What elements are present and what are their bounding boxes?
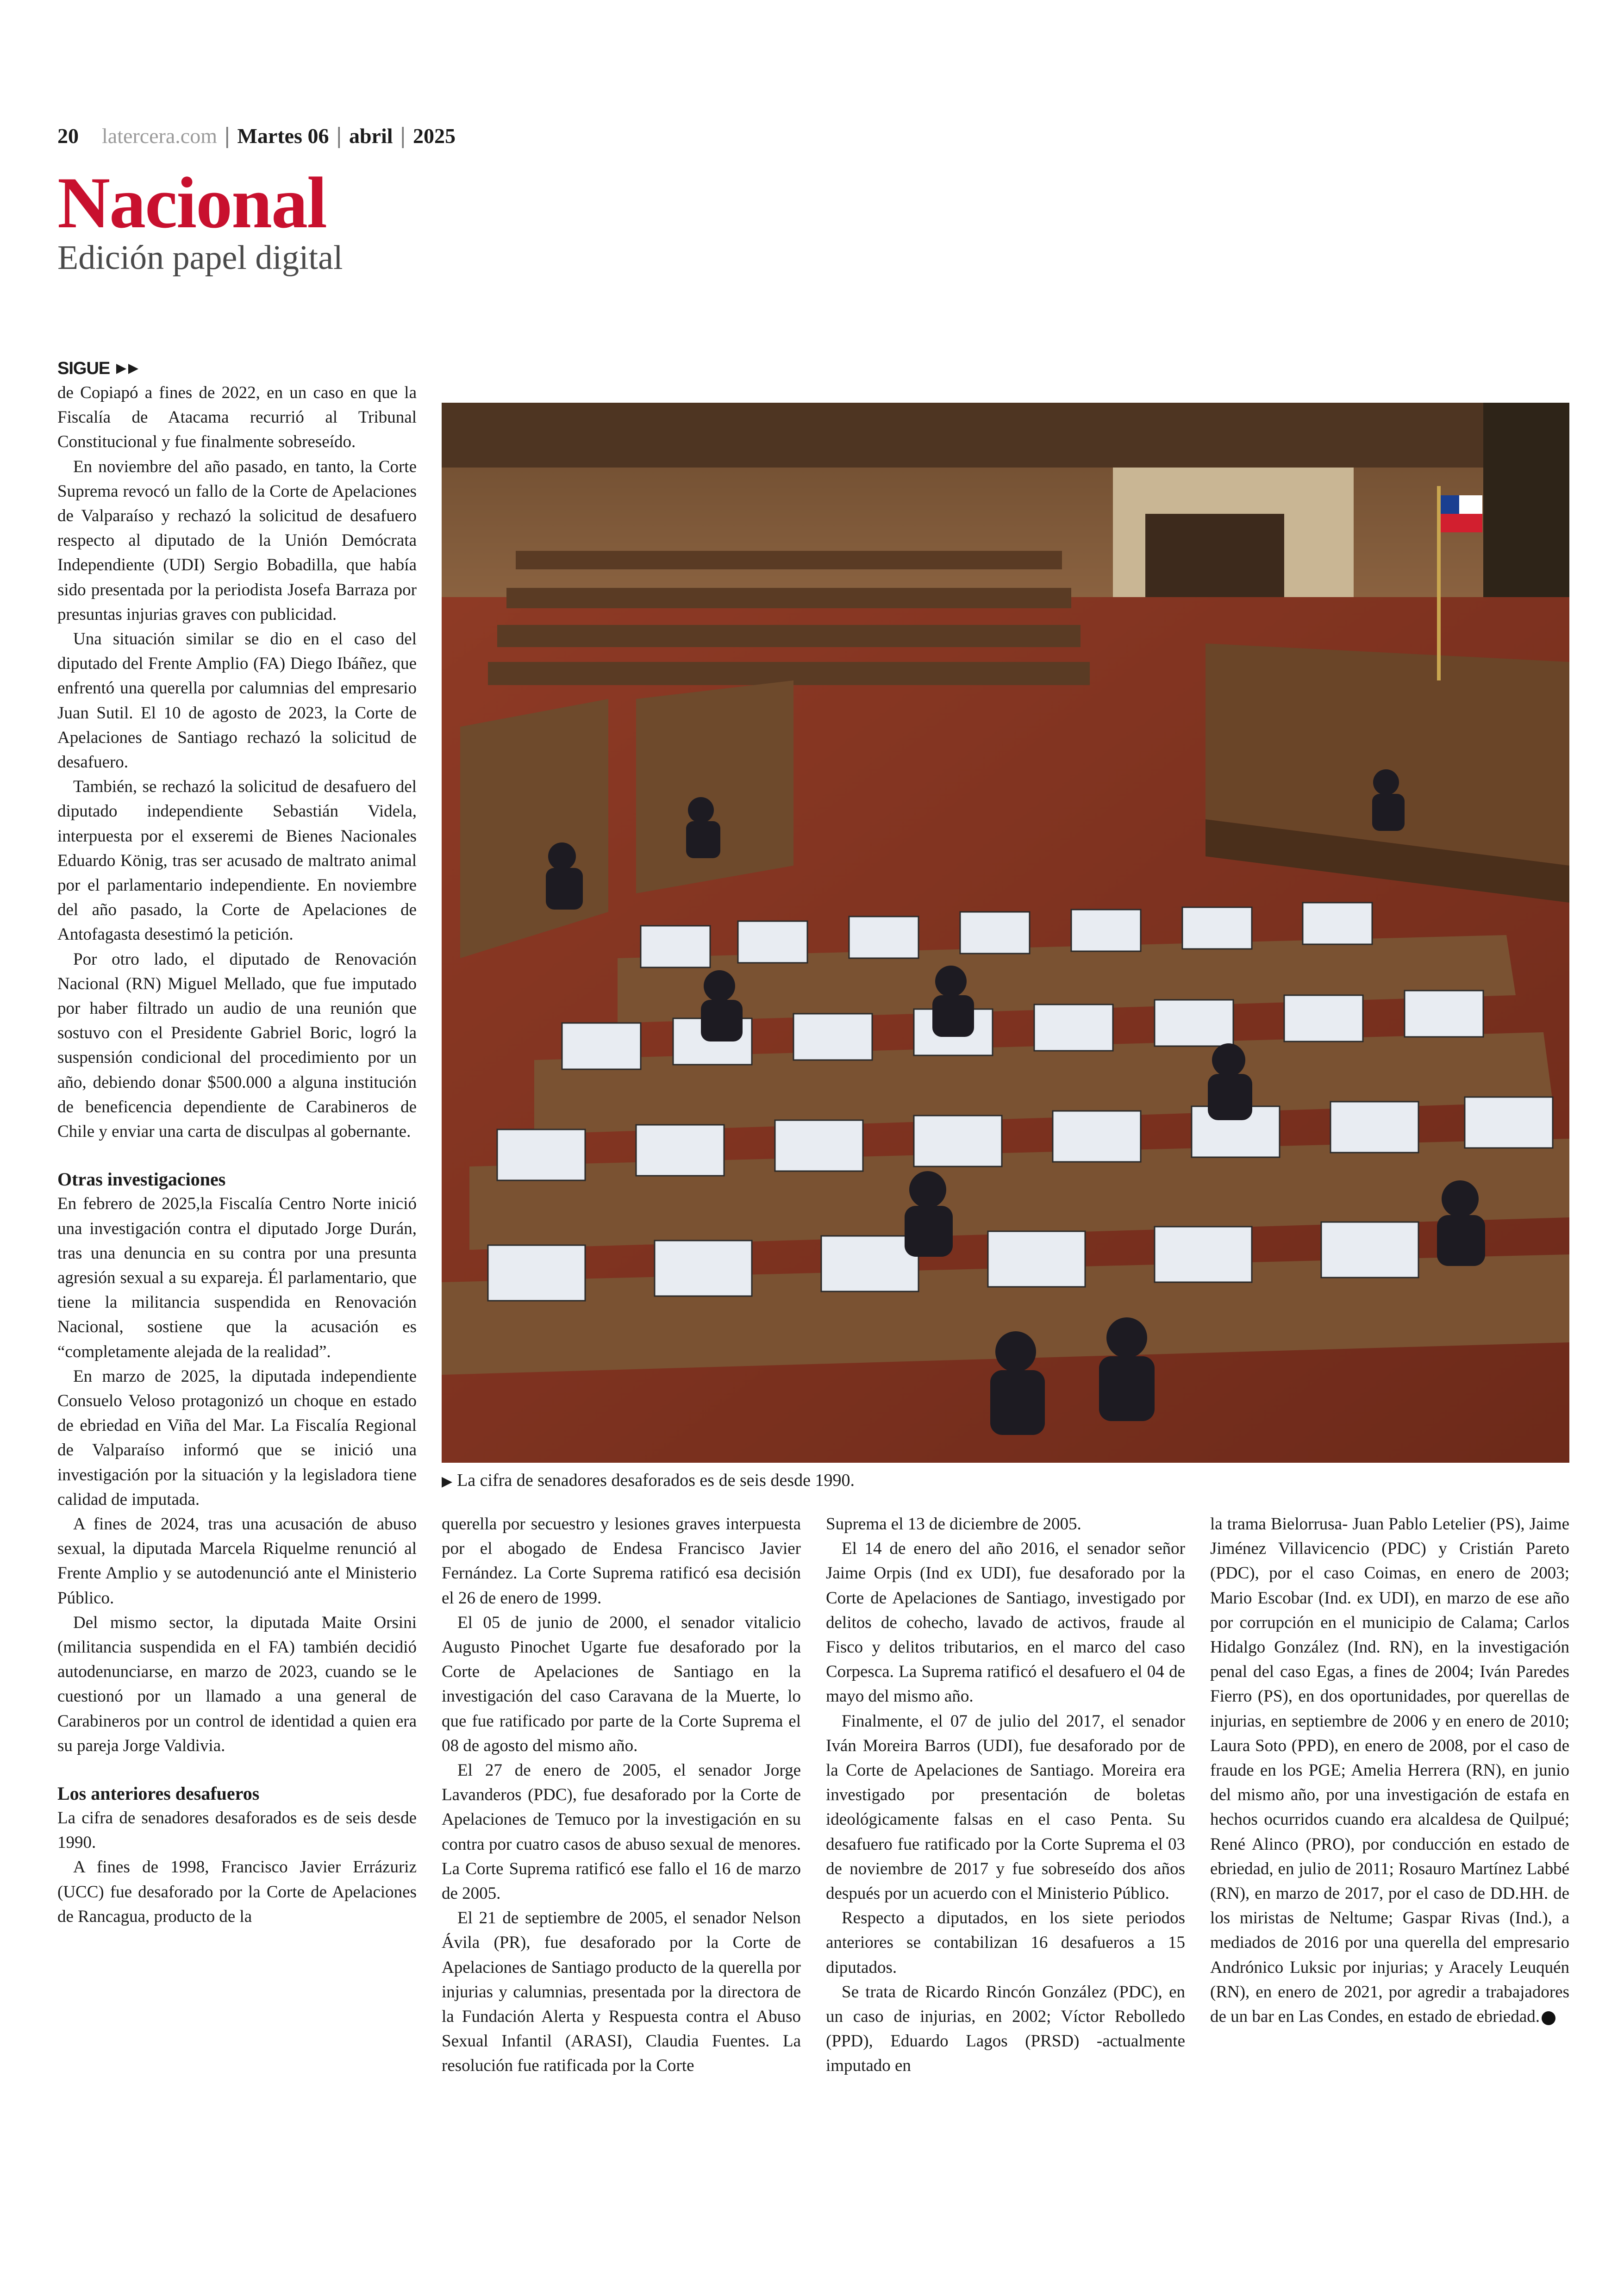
paragraph: Del mismo sector, la diputada Maite Orsini (militancia suspendida en el FA) también decidió autodenunciarse, en marzo de 2023, cuando se le cuestionó por un llamado a una general de Carabineros por un control de identidad a quien era su pareja Jorge Valdivia.: [57, 1613, 417, 1755]
paragraph: de Copiapó a fines de 2022, en un caso en que la Fiscalía de Atacama recurrió al Tribunal Constitucional y fue finalmente sobreseído.: [57, 383, 417, 452]
subheading-other-investigations: Otras investigaciones: [57, 1169, 226, 1190]
paragraph: También, se rechazó la solicitud de desafuero del diputado independiente Sebastián Videla, interpuesta por el exseremi de Bienes Nacionales Eduardo König, tras ser acusado de maltrato animal por el parlamentario independiente. En noviembre del año pasado, la Corte de Apelaciones de Antofagasta desestimó la petición.: [57, 777, 417, 944]
photo-caption: [442, 1468, 855, 1494]
caption-text: La cifra de senadores desaforados es de seis desde 1990.: [457, 1471, 855, 1490]
paragraph: A fines de 2024, tras una acusación de abuso sexual, la diputada Marcela Riquelme renunció al Frente Amplio y se autodenunció ante el Ministerio Público.: [57, 1514, 417, 1608]
date-month: abril: [349, 124, 393, 148]
article-column-4: [1210, 1512, 1569, 2029]
paragraph: [1210, 1512, 1569, 2029]
paragraph: En febrero de 2025,la Fiscalía Centro Norte inició una investigación contra el diputado Jorge Durán, tras una denuncia en su contra por una presunta agresión sexual a su expareja. Él parlamentario, que tiene la militancia suspendida en Renovación Nacional, sostiene que la acusación es “completamente alejada de la realidad”.: [57, 1194, 417, 1361]
date-year: 2025: [413, 124, 456, 148]
site-name: latercera.com: [102, 124, 217, 148]
continued-text: SIGUE: [57, 359, 110, 378]
date-day: Martes 06: [237, 124, 329, 148]
page-number: 20: [57, 124, 79, 148]
separator: |: [335, 123, 343, 148]
chamber-photo: [442, 403, 1569, 1463]
double-arrow-icon: [114, 359, 142, 378]
article-column-3: [826, 1512, 1185, 2078]
section-subtitle: Edición papel digital: [57, 239, 343, 277]
separator: |: [223, 123, 231, 148]
paragraph: En noviembre del año pasado, en tanto, la Corte Suprema revocó un fallo de la Corte de Apelaciones de Valparaíso y rechazó la solicitud de desafuero respecto al diputado de la Unión Demócrata Independiente (UDI) Sergio Bobadilla, que había sido presentada por la periodista Josefa Barraza por presuntas injurias graves con publicidad.: [57, 457, 417, 624]
article-column-1: [57, 380, 417, 1929]
section-title: Nacional: [57, 162, 326, 243]
paragraph: Respecto a diputados, en los siete periodos anteriores se contabilizan 16 desafueros a 15 diputados.: [826, 1908, 1185, 1977]
paragraph: La cifra de senadores desaforados es de seis desde 1990.: [57, 1808, 417, 1852]
end-mark-icon: [1542, 2011, 1555, 2025]
paragraph: A fines de 1998, Francisco Javier Errázuriz (UCC) fue desaforado por la Corte de Apelaciones de Rancagua, producto de la: [57, 1858, 417, 1926]
paragraph: querella por secuestro y lesiones graves interpuesta por el abogado de Endesa Francisco Javier Fernández. La Corte Suprema ratificó esa decisión el 26 de enero de 1999.: [442, 1515, 801, 1608]
chamber-illustration: [442, 403, 1569, 1463]
page-header: [57, 119, 456, 152]
paragraph-text: la trama Bielorrusa- Juan Pablo Letelier (PS), Jaime Jiménez Villavicencio (PDC) y Cristián Pareto (PDC), por el caso Coimas, en enero de 2003; Mario Escobar (Ind. ex UDI), en marzo de ese año por corrupción en el municipio de Calama; Carlos Hidalgo González (Ind. RN), en la investigación penal del caso Egas, a fines de 2004; Iván Paredes Fierro (PS), en dos oportunidades, por querellas de injurias, en septiembre de 2006 y en enero de 2010; Laura Soto (PPD), en enero de 2008, por el caso de fraude en los PGE; Amelia Herrera (RN), en junio del mismo año, por una investigación de estafa en hechos ocurridos cuando era alcaldesa de Quilpué; René Alinco (PRO), por conducción en estado de ebriedad, en julio de 2011; Rosauro Martínez Labbé (RN), en marzo de 2017, por el caso de DD.HH. de los miristas de Neltume; Gaspar Rivas (Ind.), a mediados de 2016 por una querella del empresario Andrónico Luksic por injurias; y Aracely Leuquén (RN), en enero de 2021, por agredir a trabajadores de un bar en Las Condes, en estado de ebriedad.: [1210, 1515, 1569, 2027]
paragraph: Finalmente, el 07 de julio del 2017, el senador Iván Moreira Barros (UDI), fue desaforado por de la Corte de Apelaciones de Santiago. Moreira era investigado por presentación de boletas ideológicamente falsas en el caso Penta. Su desafuero fue ratificado por la Corte Suprema el 03 de noviembre de 2017 y fue sobreseído dos años después por un acuerdo con el Ministerio Público.: [826, 1711, 1185, 1903]
continued-label: [57, 356, 142, 380]
paragraph: El 21 de septiembre de 2005, el senador Nelson Ávila (PR), fue desaforado por la Corte de Apelaciones de Santiago producto de la querella por injurias y calumnias, presentada por la directora de la Fundación Alerta y Respuesta contra el Abuso Sexual Infantil (ARASI), Claudia Fuentes. La resolución fue ratificada por la Corte: [442, 1908, 801, 2076]
paragraph: Se trata de Ricardo Rincón González (PDC), en un caso de injurias, en 2002; Víctor Rebolledo (PPD), Eduardo Lagos (PRSD) -actualmente imputado en: [826, 1982, 1185, 2076]
separator: |: [399, 123, 407, 148]
paragraph: Suprema el 13 de diciembre de 2005.: [826, 1515, 1081, 1534]
paragraph: El 14 de enero del año 2016, el senador señor Jaime Orpis (Ind ex UDI), fue desaforado por la Corte de Apelaciones de Santiago, investigado por delitos de cohecho, lavado de activos, fraude al Fisco y delitos tributarios, en el marco del caso Corpesca. La Suprema ratificó el desafuero el 04 de mayo del mismo año.: [826, 1539, 1185, 1706]
paragraph: Por otro lado, el diputado de Renovación Nacional (RN) Miguel Mellado, que fue imputado por haber filtrado un audio de una reunión que sostuvo con el Presidente Gabriel Boric, logró la suspensión condicional del procedimiento por un año, debiendo donar $500.000 a alguna institución de beneficencia dependiente de Carabineros de Chile y enviar una carta de disculpas al gobernante.: [57, 949, 417, 1141]
paragraph: El 27 de enero de 2005, el senador Jorge Lavanderos (PDC), fue desaforado por la Corte de Apelaciones de Temuco por la investigación en su contra por cuatro casos de abuso sexual de menores. La Corte Suprema ratificó ese fallo el 16 de marzo de 2005.: [442, 1761, 801, 1903]
paragraph: Una situación similar se dio en el caso del diputado del Frente Amplio (FA) Diego Ibáñez, que enfrentó una querella por calumnias del empresario Juan Sutil. El 10 de agosto de 2023, la Corte de Apelaciones de Santiago rechazó la solicitud de desafuero.: [57, 630, 417, 772]
play-triangle-icon: ▶: [442, 1473, 453, 1490]
subheading-previous-desafueros: Los anteriores desafueros: [57, 1783, 260, 1804]
paragraph: El 05 de junio de 2000, el senador vitalicio Augusto Pinochet Ugarte fue desaforado por la Corte de Apelaciones de Santiago en la investigación del caso Caravana de la Muerte, lo que fue ratificado por parte de la Corte Suprema el 08 de agosto del mismo año.: [442, 1613, 801, 1755]
article-column-2: [442, 1512, 801, 2078]
paragraph: En marzo de 2025, la diputada independiente Consuelo Veloso protagonizó un choque en estado de ebriedad en Viña del Mar. La Fiscalía Regional de Valparaíso informó que se inició una investigación por la situación y la legisladora tiene calidad de imputada.: [57, 1366, 417, 1509]
